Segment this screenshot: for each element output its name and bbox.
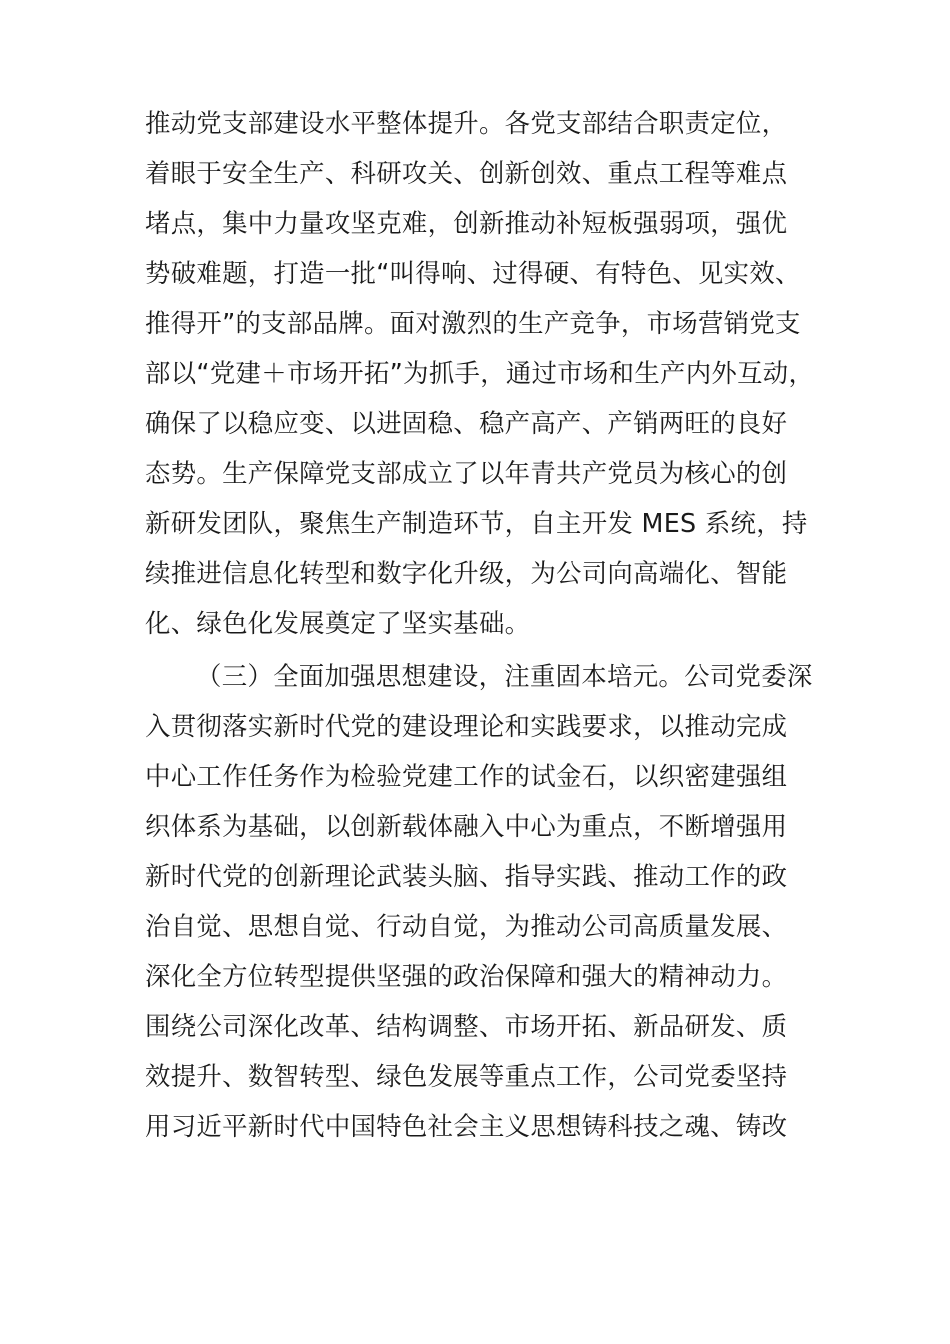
text-line: 围绕公司深化改革、结构调整、市场开拓、新品研发、质 xyxy=(145,1011,788,1041)
text-line: 确保了以稳应变、以进固稳、稳产高产、产销两旺的良好 xyxy=(145,408,788,438)
text-line: 效提升、数智转型、绿色发展等重点工作，公司党委坚持 xyxy=(145,1061,788,1091)
text-line: 治自觉、思想自觉、行动自觉，为推动公司高质量发展、 xyxy=(145,911,788,941)
text-line: 用习近平新时代中国特色社会主义思想铸科技之魂、铸改 xyxy=(145,1111,788,1141)
text-line: 新时代党的创新理论武装头脑、指导实践、推动工作的政 xyxy=(145,861,788,891)
text-line: 中心工作任务作为检验党建工作的试金石，以织密建强组 xyxy=(145,761,788,791)
text-line: 推动党支部建设水平整体提升。各党支部结合职责定位， xyxy=(145,108,788,138)
text-line: 新研发团队，聚焦生产制造环节，自主开发 MES 系统，持 xyxy=(145,508,808,538)
section-heading-line: （三）全面加强思想建设，注重固本培元。公司党委深 xyxy=(196,661,813,691)
text-line: 织体系为基础，以创新载体融入中心为重点，不断增强用 xyxy=(145,811,788,841)
text-line: 部以“党建＋市场开拓”为抓手，通过市场和生产内外互动， xyxy=(145,358,815,388)
text-line: 着眼于安全生产、科研攻关、创新创效、重点工程等难点 xyxy=(145,158,788,188)
text-line: 化、绿色化发展奠定了坚实基础。 xyxy=(145,608,531,638)
text-line: 推得开”的支部品牌。面对激烈的生产竞争，市场营销党支 xyxy=(145,308,801,338)
text-line: 态势。生产保障党支部成立了以年青共产党员为核心的创 xyxy=(145,458,788,488)
text-line: 深化全方位转型提供坚强的政治保障和强大的精神动力。 xyxy=(145,961,788,991)
text-line: 续推进信息化转型和数字化升级，为公司向高端化、智能 xyxy=(145,558,788,588)
text-line: 势破难题，打造一批“叫得响、过得硬、有特色、见实效、 xyxy=(145,258,801,288)
text-line: 堵点，集中力量攻坚克难，创新推动补短板强弱项，强优 xyxy=(145,208,788,238)
text-line: 入贯彻落实新时代党的建设理论和实践要求，以推动完成 xyxy=(145,711,788,741)
